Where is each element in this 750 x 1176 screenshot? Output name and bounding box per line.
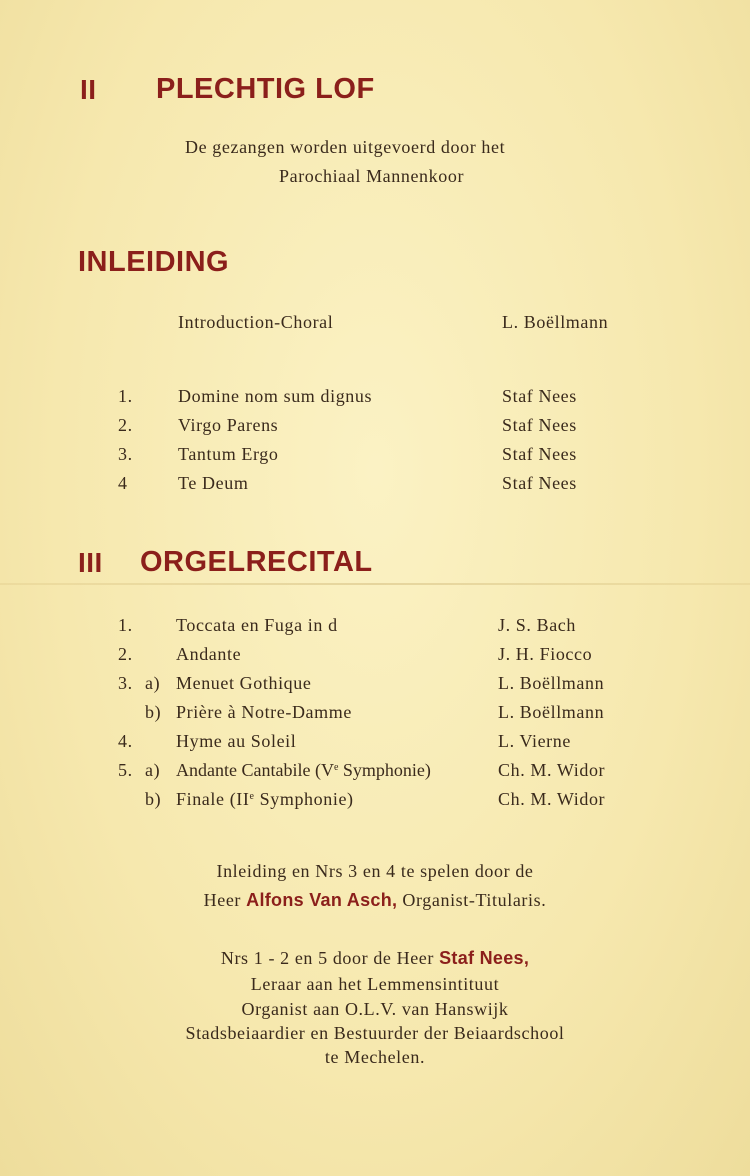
- list-item-composer: J. S. Bach: [498, 615, 576, 635]
- list-item-piece: Menuet Gothique: [176, 673, 312, 693]
- list-item-subletter: b): [145, 789, 162, 809]
- piece-text: Finale (II: [176, 789, 250, 809]
- list-item-piece: Te Deum: [178, 473, 249, 493]
- note-1-line-2: [0, 890, 750, 911]
- organist-name: Alfons Van Asch,: [246, 890, 398, 910]
- section-3-title: ORGELRECITAL: [140, 546, 373, 578]
- list-item-number: 3.: [118, 444, 133, 464]
- list-item-number: 1.: [118, 386, 133, 406]
- section-2-title: PLECHTIG LOF: [156, 73, 375, 105]
- section-2-intro-line1: De gezangen worden uitgevoerd door het: [185, 137, 506, 157]
- list-item-composer: Staf Nees: [502, 444, 577, 464]
- list-item-piece: Tantum Ergo: [178, 444, 279, 464]
- list-item-piece: Andante: [176, 644, 242, 664]
- paper-fold-line: [0, 583, 750, 585]
- note-2-line-1: [0, 948, 750, 969]
- list-item-number: 5.: [118, 760, 133, 780]
- organist-name: Staf Nees,: [439, 948, 530, 968]
- list-item-piece: Toccata en Fuga in d: [176, 615, 338, 635]
- note-2-line-4: Stadsbeiaardier en Bestuurder der Beiaardschool: [185, 1023, 565, 1043]
- note-text: Organist-Titularis.: [397, 890, 547, 910]
- list-item-piece: Hyme au Soleil: [176, 731, 297, 751]
- list-item-number: 2.: [118, 415, 133, 435]
- list-item-composer: Staf Nees: [502, 415, 577, 435]
- superscript: e: [333, 762, 339, 773]
- piece-text: Symphonie): [338, 760, 431, 780]
- superscript: e: [249, 791, 255, 802]
- note-2-line-2: Leraar aan het Lemmensintituut: [250, 974, 500, 994]
- list-item-composer: J. H. Fiocco: [498, 644, 593, 664]
- section-3-numeral: III: [78, 547, 103, 578]
- note-2-line-3: Organist aan O.L.V. van Hanswijk: [241, 999, 509, 1019]
- note-1-line-1: Inleiding en Nrs 3 en 4 te spelen door de: [216, 861, 534, 881]
- list-item-number: 4.: [118, 731, 133, 751]
- piece-text: Symphonie): [254, 789, 354, 809]
- list-item-piece: Domine nom sum dignus: [178, 386, 373, 406]
- list-item-number: 4: [118, 473, 128, 493]
- note-text: Nrs 1 - 2 en 5 door de Heer: [220, 948, 440, 968]
- inleiding-opening-piece: Introduction-Choral: [178, 312, 334, 332]
- list-item-composer: Ch. M. Widor: [498, 760, 606, 780]
- piece-text: Andante Cantabile (V: [176, 760, 334, 780]
- list-item-subletter: b): [145, 702, 162, 722]
- inleiding-opening-composer: L. Boëllmann: [502, 312, 609, 332]
- list-item-composer: L. Boëllmann: [498, 673, 605, 693]
- list-item-composer: Ch. M. Widor: [498, 789, 606, 809]
- list-item-subletter: a): [145, 760, 161, 780]
- list-item-composer: L. Boëllmann: [498, 702, 605, 722]
- note-2-line-5: te Mechelen.: [324, 1047, 426, 1067]
- section-2-intro-line2: Parochiaal Mannenkoor: [279, 166, 465, 186]
- list-item-piece: [176, 760, 431, 781]
- inleiding-title: INLEIDING: [78, 246, 230, 278]
- list-item-composer: Staf Nees: [502, 473, 577, 493]
- list-item-number: 1.: [118, 615, 133, 635]
- section-2-numeral: II: [80, 74, 97, 105]
- list-item-number: 3.: [118, 673, 133, 693]
- list-item-composer: L. Vierne: [498, 731, 571, 751]
- list-item-number: 2.: [118, 644, 133, 664]
- list-item-piece: Prière à Notre-Damme: [176, 702, 352, 722]
- list-item-piece: [176, 789, 354, 810]
- note-text: Heer: [203, 890, 247, 910]
- list-item-composer: Staf Nees: [502, 386, 577, 406]
- list-item-subletter: a): [145, 673, 161, 693]
- list-item-piece: Virgo Parens: [178, 415, 279, 435]
